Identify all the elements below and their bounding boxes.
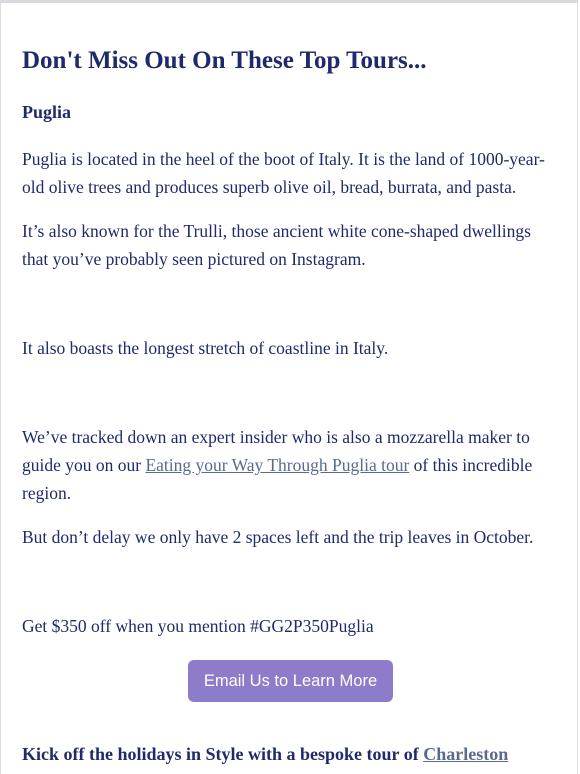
section-title-charleston-text: Kick off the holidays in Style with a bespoke tour of (22, 744, 424, 764)
paragraph-discount: Get $350 off when you mention #GG2P350Puglia (22, 616, 374, 636)
section-title-puglia: Puglia (22, 102, 72, 122)
charleston-link[interactable]: Charleston (423, 744, 509, 764)
paragraph-intro: Puglia is located in the heel of the boot of Italy. It is the land of 1000-year-old olive trees and produces superb olive oil, bread, burrata, and pasta. (22, 149, 545, 197)
page-title: Don't Miss Out On These Top Tours... (22, 47, 427, 74)
email-us-button[interactable]: Email Us to Learn More (188, 660, 393, 702)
paragraph-insider (22, 423, 552, 507)
paragraph-coastline: It also boasts the longest stretch of coastline in Italy. (22, 338, 389, 358)
cta-container (188, 660, 393, 702)
paragraph-insider-text-end: of this incredible region. (22, 455, 533, 503)
paragraph-spaces-left: But don’t delay we only have 2 spaces left and the trip leaves in October. (22, 527, 534, 547)
paragraph-insider-text: We’ve tracked down an expert insider who is also a mozzarella maker to guide you on our (22, 427, 530, 475)
paragraph-trulli: It’s also known for the Trulli, those ancient white cone-shaped dwellings that you’ve probably seen pictured on Instagram. (22, 221, 531, 269)
puglia-tour-link[interactable]: Eating your Way Through Puglia tour (145, 455, 410, 475)
section-title-charleston (22, 744, 508, 765)
